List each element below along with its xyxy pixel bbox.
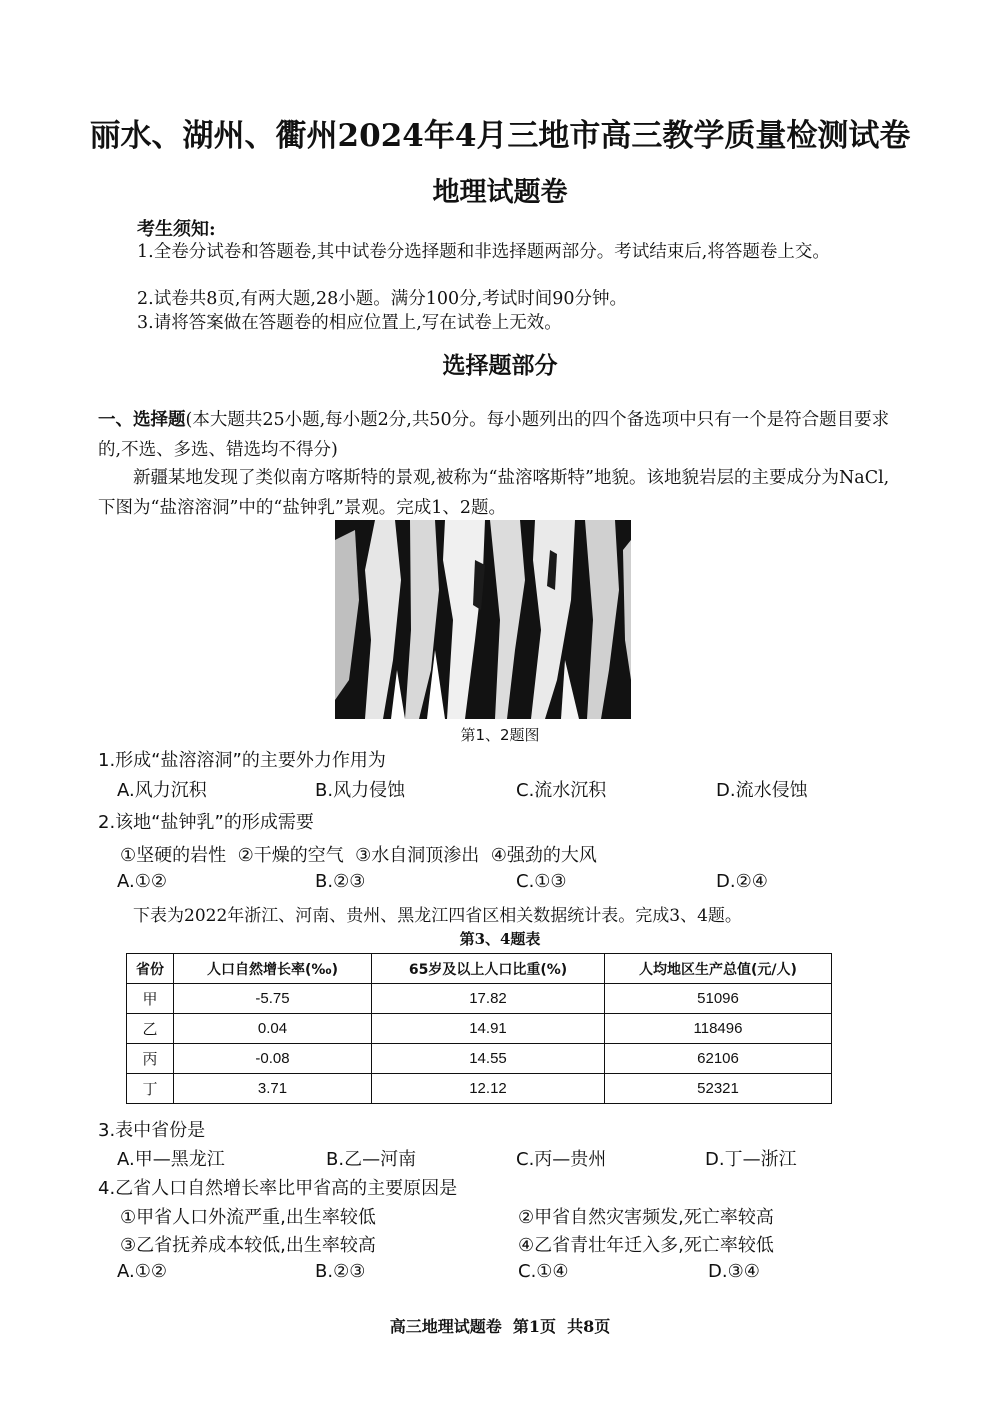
- q3-option-b: B.乙—河南: [326, 1149, 417, 1170]
- q2-option-b: B.②③: [315, 871, 366, 892]
- table-cell: 62106: [605, 1044, 832, 1074]
- q4-choice-1: ①甲省人口外流严重,出生率较低: [120, 1207, 376, 1228]
- section-intro-text: (本大题共25小题,每小题2分,共50分。每小题列出的四个备选项中只有一个是符合题目要求的,不选、多选、错选均不得分): [98, 410, 890, 460]
- table-cell: 118496: [605, 1014, 832, 1044]
- table-header-elderly: 65岁及以上人口比重(%): [372, 954, 605, 984]
- table-cell: 12.12: [372, 1074, 605, 1104]
- q3-option-d: D.丁—浙江: [705, 1149, 797, 1170]
- section-intro: [98, 405, 898, 465]
- salt-stalactite-photo: [335, 520, 631, 719]
- section-intro-label: 一、选择题: [98, 410, 186, 430]
- table-intro: 下表为2022年浙江、河南、贵州、黑龙江四省区相关数据统计表。完成3、4题。: [133, 906, 742, 926]
- table-row: [127, 1074, 832, 1104]
- table-cell: 52321: [605, 1074, 832, 1104]
- q2-conditions: ①坚硬的岩性 ②干燥的空气 ③水自洞顶渗出 ④强劲的大风: [120, 845, 597, 866]
- table-cell: 乙: [127, 1014, 174, 1044]
- notice-item-3: 3.请将答案做在答题卷的相应位置上,写在试卷上无效。: [137, 313, 562, 333]
- q1-option-b: B.风力侵蚀: [315, 780, 406, 801]
- question-2-stem: 2.该地“盐钟乳”的形成需要: [98, 812, 314, 833]
- q4-choice-2: ②甲省自然灾害频发,死亡率较高: [518, 1207, 774, 1228]
- table-header-growth: 人口自然增长率(‰): [174, 954, 372, 984]
- table-cell: 丁: [127, 1074, 174, 1104]
- q4-choice-3: ③乙省抚养成本较低,出生率较高: [120, 1235, 376, 1256]
- table-row: [127, 984, 832, 1014]
- province-data-table: [126, 953, 832, 1104]
- table-row: [127, 1014, 832, 1044]
- notice-item-1: 1.全卷分试卷和答题卷,其中试卷分选择题和非选择题两部分。考试结束后,将答题卷上交。: [137, 242, 830, 262]
- table-cell: 17.82: [372, 984, 605, 1014]
- table-header-province: 省份: [127, 954, 174, 984]
- table-cell: 丙: [127, 1044, 174, 1074]
- q2-option-d: D.②④: [716, 871, 768, 892]
- q1-option-c: C.流水沉积: [516, 780, 607, 801]
- page-footer: 高三地理试题卷 第1页 共8页: [389, 1317, 611, 1336]
- q4-option-c: C.①④: [518, 1261, 569, 1282]
- q4-choice-4: ④乙省青壮年迁入多,死亡率较低: [518, 1235, 774, 1256]
- notice-item-2: 2.试卷共8页,有两大题,28小题。满分100分,考试时间90分钟。: [137, 289, 627, 309]
- section-heading: 选择题部分: [442, 352, 558, 379]
- question-1-stem: 1.形成“盐溶溶洞”的主要外力作用为: [98, 750, 386, 771]
- q4-option-a: A.①②: [117, 1261, 167, 1282]
- passage-1: 新疆某地发现了类似南方喀斯特的景观,被称为“盐溶喀斯特”地貌。该地貌岩层的主要成分为NaCl,下图为“盐溶溶洞”中的“盐钟乳”景观。完成1、2题。: [98, 468, 890, 518]
- q2-option-c: C.①③: [516, 871, 567, 892]
- q1-option-d: D.流水侵蚀: [716, 780, 808, 801]
- notice-heading: 考生须知:: [137, 219, 216, 240]
- question-4-stem: 4.乙省人口自然增长率比甲省高的主要原因是: [98, 1178, 458, 1199]
- q2-option-a: A.①②: [117, 871, 167, 892]
- q4-option-b: B.②③: [315, 1261, 366, 1282]
- q1-option-a: A.风力沉积: [117, 780, 207, 801]
- table-cell: 14.91: [372, 1014, 605, 1044]
- table-cell: -0.08: [174, 1044, 372, 1074]
- question-3-stem: 3.表中省份是: [98, 1120, 206, 1141]
- table-cell: 甲: [127, 984, 174, 1014]
- q3-option-c: C.丙—贵州: [516, 1149, 607, 1170]
- q4-option-d: D.③④: [708, 1261, 760, 1282]
- table-cell: 0.04: [174, 1014, 372, 1044]
- table-cell: 3.71: [174, 1074, 372, 1104]
- table-cell: 14.55: [372, 1044, 605, 1074]
- table-header-gdp: 人均地区生产总值(元/人): [605, 954, 832, 984]
- table-caption: 第3、4题表: [459, 930, 541, 948]
- q3-option-a: A.甲—黑龙江: [117, 1149, 225, 1170]
- table-cell: -5.75: [174, 984, 372, 1014]
- table-header-row: [127, 954, 832, 984]
- table-row: [127, 1044, 832, 1074]
- exam-title: 丽水、湖州、衢州2024年4月三地市高三教学质量检测试卷: [89, 118, 911, 154]
- exam-subtitle: 地理试题卷: [432, 177, 568, 208]
- figure-caption: 第1、2题图: [460, 726, 540, 744]
- table-cell: 51096: [605, 984, 832, 1014]
